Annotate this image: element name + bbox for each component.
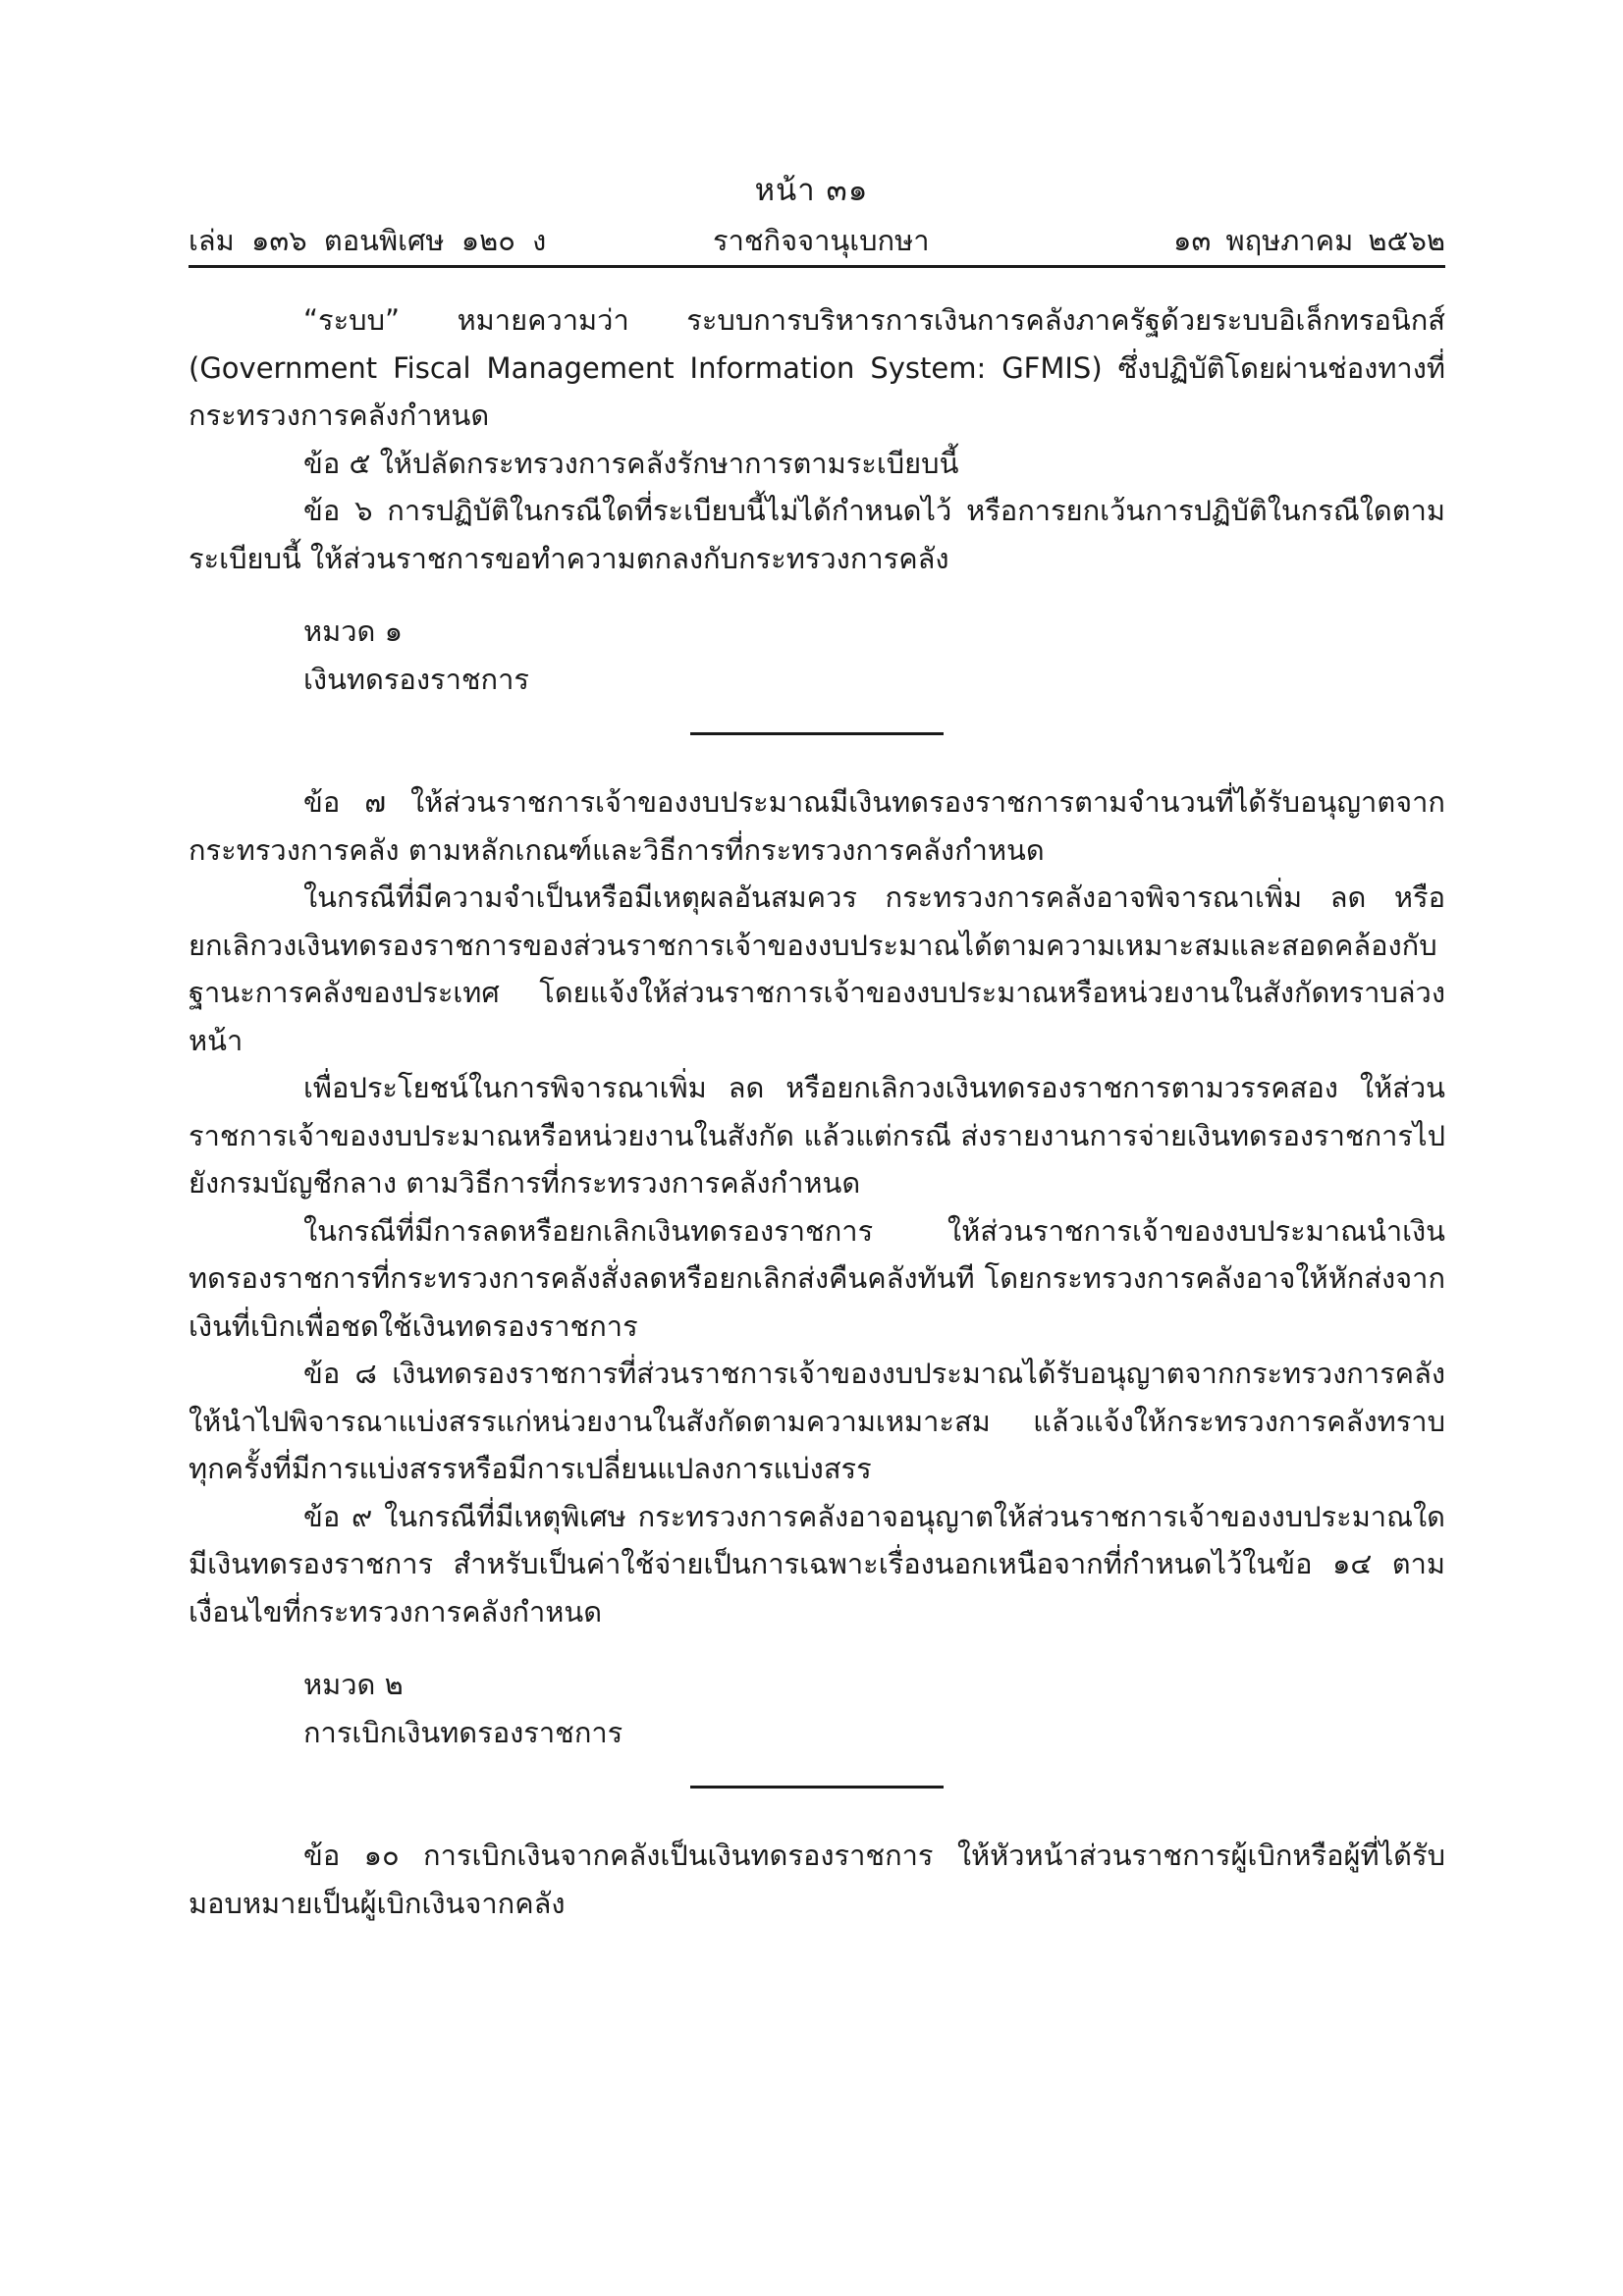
volume-issue: เล่ม ๑๓๖ ตอนพิเศษ ๑๒๐ ง [189,224,547,257]
gazette-header [189,218,1445,268]
chapter-2-title: การเบิกเงินทดรองราชการ [303,1715,623,1749]
chapter-2-divider [690,1786,944,1789]
chapter-1-title: เงินทดรองราชการ [303,662,529,696]
paragraph-clause-8: ข้อ ๘ เงินทดรองราชการที่ส่วนราชการเจ้าของงบประมาณได้รับอนุญาตจากกระทรวงการคลังให้นำไปพิจารณาแบ่งสรรแก่หน่วยงานในสังกัดตามความเหมาะสม แล้วแจ้งให้กระทรวงการคลังทราบทุกครั้งที่มีการแบ่งสรรหรือมีการเปลี่ยนแปลงการแบ่งสรร [189,1357,1445,1485]
paragraph-definition-system: “ระบบ” หมายความว่า ระบบการบริหารการเงินการคลังภาครัฐด้วยระบบอิเล็กทรอนิกส์ (Government Fiscal Management Information System: GFMIS) ซึ่งปฏิบัติโดยผ่านช่องทางที่กระทรวงการคลังกำหนด [189,303,1445,432]
paragraph-clause-10: ข้อ ๑๐ การเบิกเงินจากคลังเป็นเงินทดรองราชการ ให้หัวหน้าส่วนราชการผู้เบิกหรือผู้ที่ได้รับมอบหมายเป็นผู้เบิกเงินจากคลัง [189,1839,1445,1920]
paragraph-clause-7-para-4: ในกรณีที่มีการลดหรือยกเลิกเงินทดรองราชการ ให้ส่วนราชการเจ้าของงบประมาณนำเงินทดรองราชการที่กระทรวงการคลังสั่งลดหรือยกเลิกส่งคืนคลังทันที โดยกระทรวงการคลังอาจให้หักส่งจากเงินที่เบิกเพื่อชดใช้เงินทดรองราชการ [189,1213,1445,1343]
chapter-1-divider [690,732,944,735]
gazette-title: ราชกิจจานุเบกษา [713,224,930,257]
paragraph-clause-6: ข้อ ๖ การปฏิบัติในกรณีใดที่ระเบียบนี้ไม่ได้กำหนดไว้ หรือการยกเว้นการปฏิบัติในกรณีใดตามระเบียบนี้ ให้ส่วนราชการขอทำความตกลงกับกระทรวงการคลัง [189,494,1445,575]
publication-date: ๑๓ พฤษภาคม ๒๕๖๒ [1173,224,1445,257]
paragraph-clause-9: ข้อ ๙ ในกรณีที่มีเหตุพิเศษ กระทรวงการคลังอาจอนุญาตให้ส่วนราชการเจ้าของงบประมาณใดมีเงินทดรองราชการ สำหรับเป็นค่าใช้จ่ายเป็นการเฉพาะเรื่องนอกเหนือจากที่กำหนดไว้ในข้อ ๑๔ ตามเงื่อนไขที่กระทรวงการคลังกำหนด [189,1499,1445,1629]
paragraph-clause-7-para-3: เพื่อประโยชน์ในการพิจารณาเพิ่ม ลด หรือยกเลิกวงเงินทดรองราชการตามวรรคสอง ให้ส่วนราชการเจ้าของงบประมาณหรือหน่วยงานในสังกัด แล้วแต่กรณี ส่งรายงานการจ่ายเงินทดรองราชการไปยังกรมบัญชีกลาง ตามวิธีการที่กระทรวงการคลังกำหนด [189,1071,1445,1200]
paragraph-clause-7: ข้อ ๗ ให้ส่วนราชการเจ้าของงบประมาณมีเงินทดรองราชการตามจำนวนที่ได้รับอนุญาตจากกระทรวงการคลัง ตามหลักเกณฑ์และวิธีการที่กระทรวงการคลังกำหนด [189,785,1445,867]
chapter-2-heading [189,1661,1445,1789]
chapter-1-heading [189,608,1445,735]
page-number: หน้า ๓๑ [754,173,869,208]
paragraph-clause-5: ข้อ ๕ ให้ปลัดกระทรวงการคลังรักษาการตามระเบียบนี้ [303,446,959,480]
chapter-2-number: หมวด ๒ [303,1668,404,1701]
document-body [189,296,1445,1927]
chapter-1-number: หมวด ๑ [303,614,403,648]
paragraph-clause-7-para-2: ในกรณีที่มีความจำเป็นหรือมีเหตุผลอันสมควร กระทรวงการคลังอาจพิจารณาเพิ่ม ลด หรือยกเลิกวงเงินทดรองราชการของส่วนราชการเจ้าของงบประมาณได้ตามความเหมาะสมและสอดคล้องกับฐานะการคลังของประเทศ โดยแจ้งให้ส่วนราชการเจ้าของงบประมาณหรือหน่วยงานในสังกัดทราบล่วงหน้า [189,881,1445,1057]
